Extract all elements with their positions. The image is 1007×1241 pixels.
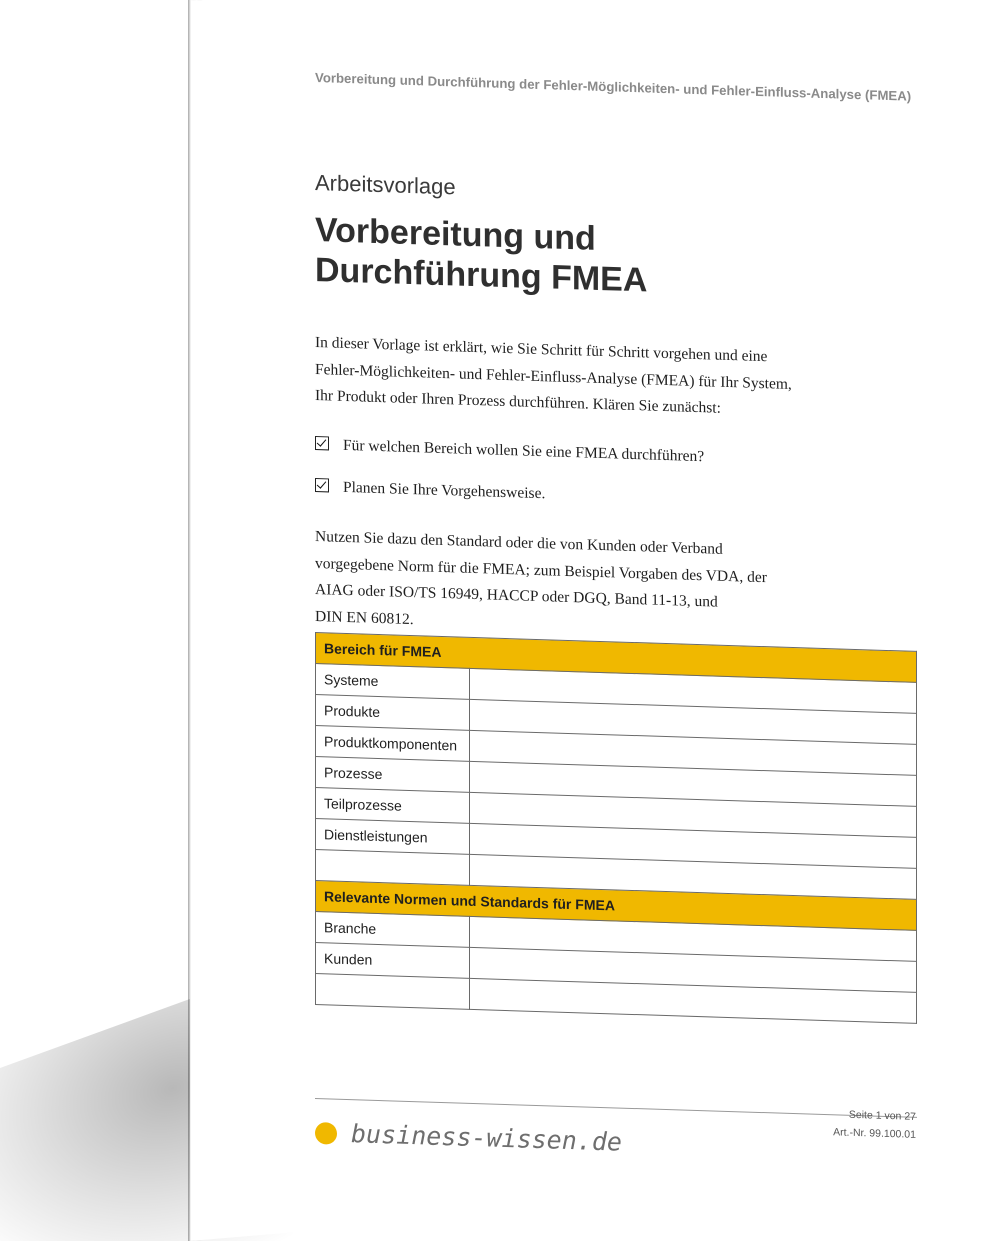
row-label: Prozesse [316, 757, 470, 793]
row-label: Kunden [316, 943, 470, 979]
running-header: Vorbereitung und Durchführung der Fehler-Möglichkeiten- und Fehler-Einfluss-Analyse (FMEA) [315, 70, 912, 104]
row-label[interactable] [316, 850, 470, 886]
document-title [315, 210, 815, 306]
paragraph-line: Nutzen Sie dazu den Standard oder die von Kunden oder Verband [315, 528, 723, 558]
checklist-item [315, 478, 545, 503]
intro-paragraph [315, 330, 795, 425]
brand-logo [315, 1118, 622, 1157]
document-kicker: Arbeitsvorlage [315, 170, 456, 200]
row-label: Branche [316, 912, 470, 948]
row-label: Produktkomponenten [316, 726, 470, 762]
title-line-1: Vorbereitung und [315, 211, 596, 258]
paragraph-line: DIN EN 60812. [315, 607, 414, 628]
row-label: Teilprozesse [316, 788, 470, 824]
section-header-cell: Relevante Normen und Standards für FMEA [316, 881, 917, 931]
fmea-scope-table [315, 632, 917, 1024]
checklist-item-text: Planen Sie Ihre Vorgehensweise. [343, 478, 546, 503]
section-header-cell: Bereich für FMEA [316, 633, 917, 683]
intro-line: Fehler-Möglichkeiten- und Fehler-Einfluss-Analyse (FMEA) für Ihr System, [315, 360, 792, 393]
article-number: Art.-Nr. 99.100.01 [833, 1126, 916, 1141]
intro-line: In dieser Vorlage ist erklärt, wie Sie Schritt für Schritt vorgehen und eine [315, 334, 768, 366]
checkbox-checked-icon [315, 436, 329, 450]
checklist-item-text: Für welchen Bereich wollen Sie eine FMEA durchführen? [343, 436, 705, 466]
intro-line: Ihr Produkt oder Ihren Prozess durchführen. Klären Sie zunächst: [315, 387, 721, 417]
standards-paragraph [315, 524, 795, 645]
paragraph-line: vorgegebene Norm für die FMEA; zum Beispiel Vorgaben des VDA, der [315, 554, 767, 586]
checklist-item [315, 436, 704, 466]
title-line-2: Durchführung FMEA [315, 251, 648, 300]
brand-dot-icon [315, 1122, 337, 1145]
row-label: Dienstleistungen [316, 819, 470, 855]
paragraph-line: AIAG oder ISO/TS 16949, HACCP oder DGQ, Band 11-13, und [315, 581, 718, 611]
brand-name: business-wissen.de [351, 1119, 622, 1157]
row-label: Produkte [316, 695, 470, 731]
row-label: Systeme [316, 664, 470, 700]
row-label[interactable] [316, 974, 470, 1010]
page-number: Seite 1 von 27 [848, 1108, 916, 1123]
checkbox-checked-icon [315, 478, 329, 492]
